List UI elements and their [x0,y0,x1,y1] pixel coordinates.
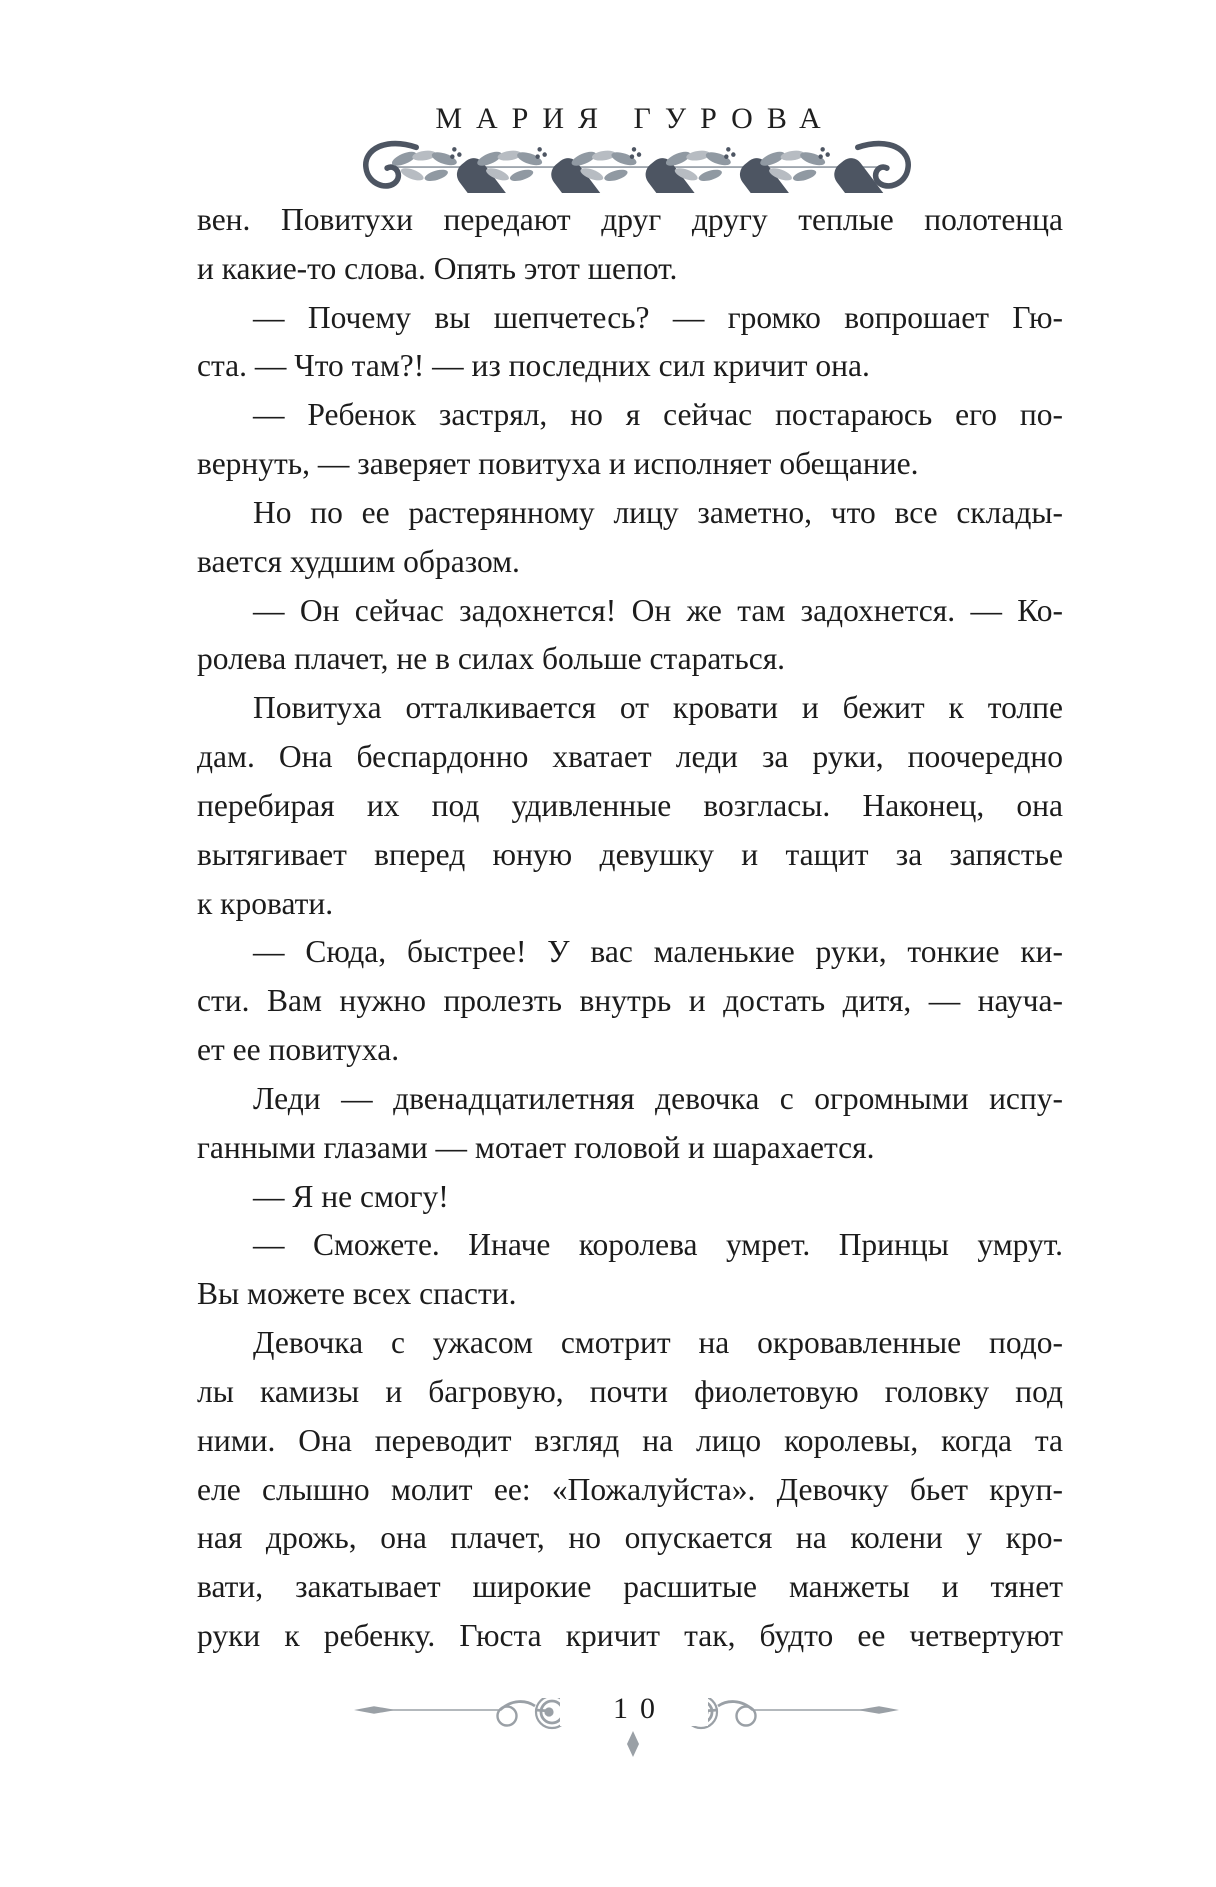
text-line: вытягивает вперед юную девушку и тащит за запястье [197,836,1063,872]
paragraph [197,1173,1063,1222]
paragraph [197,684,1063,928]
laurel-braid-ornament [358,139,916,193]
text-line: Вы можете всех спасти. [197,1276,517,1312]
text-line: ними. Она переводит взгляд на лицо королевы, когда та [197,1422,1063,1458]
text-line: лы камизы и багровую, почти фиолетовую головку под [197,1373,1063,1409]
text-line: — Ребенок застрял, но я сейчас постараюсь его по- [253,397,1063,433]
paragraph [197,294,1063,392]
text-line: ролева плачет, не в силах больше стараться. [197,641,786,677]
text-line: ста. — Что там?! — из последних сил кричит она. [197,348,870,384]
text-line: сти. Вам нужно пролезть внутрь и достать дитя, — науча- [197,983,1063,1019]
text-line: — Я не смогу! [253,1178,449,1214]
text-line: Девочка с ужасом смотрит на окровавленные подо- [253,1325,1063,1361]
paragraph [197,928,1063,1074]
text-line: — Сюда, быстрее! У вас маленькие руки, тонкие ки- [253,934,1063,970]
text-line: к кровати. [197,885,334,921]
text-line: — Он сейчас задохнется! Он же там задохнется. — Ко- [253,592,1063,628]
text-line: руки к ребенку. Гюста кричит так, будто ее четвертуют [197,1618,1063,1654]
text-line: ная дрожь, она плачет, но опускается на колени у кро- [197,1520,1063,1556]
paragraph [197,1075,1063,1173]
paragraph [197,1221,1063,1319]
text-line: Но по ее растерянному лицу заметно, что все склады- [253,494,1063,530]
text-line: ет ее повитуха. [197,1032,400,1068]
text-line: — Почему вы шепчетесь? — громко вопрошает Гю- [253,299,1063,335]
text-line: вается худшим образом. [197,543,520,579]
text-line: перебирая их под удивленные возгласы. Наконец, она [197,787,1063,823]
text-line: и какие-то слова. Опять этот шепот. [197,250,678,286]
text-line: — Сможете. Иначе королева умрет. Принцы умрут. [253,1227,1063,1263]
text-line: Леди — двенадцатилетняя девочка с огромными испу- [253,1080,1063,1116]
text-line: вернуть, — заверяет повитуха и исполняет обещание. [197,446,919,482]
paragraph [197,1319,1063,1661]
paragraph [197,196,1063,294]
paragraph [197,489,1063,587]
paragraph [197,391,1063,489]
author-name: МАРИЯ ГУРОВА [435,102,835,135]
page-number: 10 [560,1692,708,1726]
text-line: вен. Повитухи передают друг другу теплые полотенца [197,202,1063,237]
paragraph [197,587,1063,685]
text-line: Повитуха отталкивается от кровати и бежит к толпе [253,690,1063,726]
text-line: еле слышно молит ее: «Пожалуйста». Девочку бьет круп- [197,1471,1063,1507]
text-line: ганными глазами — мотает головой и шарахается. [197,1129,875,1165]
body-text [197,196,1063,1661]
text-line: вати, закатывает широкие расшитые манжеты и тянет [197,1569,1063,1605]
text-line: дам. Она беспардонно хватает леди за руки, поочередно [197,739,1063,775]
